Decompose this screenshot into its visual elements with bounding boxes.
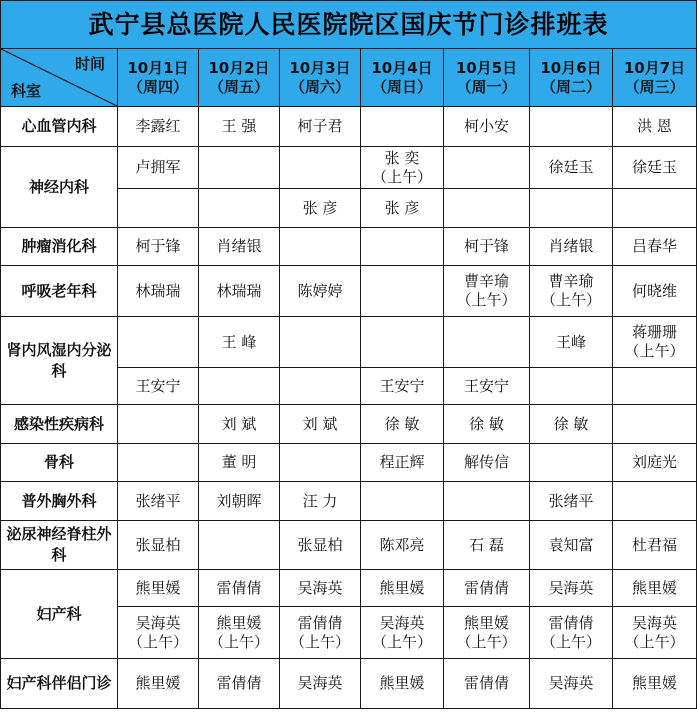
doctor-name: 张显柏: [135, 535, 181, 554]
doctor-name: 张 彦: [384, 198, 420, 217]
doctor-name: 王安宁: [379, 376, 425, 395]
schedule-cell: [613, 405, 697, 444]
corner-time-label: 时间: [74, 55, 105, 73]
doctor-name: 张 奕: [384, 148, 420, 167]
schedule-cell: [444, 444, 530, 482]
schedule-cell: [444, 228, 530, 266]
department-name-line: 神经内科: [28, 177, 89, 196]
doctor-name: 刘朝晖: [216, 491, 262, 510]
doctor-name: 王 强: [221, 117, 257, 135]
schedule-cell: [199, 482, 280, 521]
schedule-cell: [280, 405, 361, 444]
doctor-name: 解传信: [463, 453, 509, 471]
department-name-line: 泌尿神经: [6, 525, 67, 543]
doctor-name: 林瑞瑞: [216, 281, 262, 300]
schedule-cell: [280, 607, 361, 659]
schedule-row: [1, 107, 697, 147]
schedule-cell: [530, 368, 613, 405]
schedule-cell: [530, 570, 613, 607]
schedule-cell: [199, 521, 280, 570]
schedule-cell: [530, 607, 613, 659]
department-name-line: 妇产科: [36, 604, 82, 623]
doctor-name: 雷倩倩: [463, 578, 509, 597]
department-name: [1, 147, 118, 228]
schedule-cell: [280, 482, 361, 521]
shift-note: （上午）: [540, 632, 601, 651]
doctor-name: 雷倩倩: [216, 578, 262, 597]
schedule-cell: [530, 521, 613, 570]
schedule-cell: [280, 570, 361, 607]
schedule-cell: [118, 405, 199, 444]
day-header: [444, 49, 530, 107]
shift-note: （上午）: [624, 342, 685, 360]
corner-header: [1, 49, 118, 107]
schedule-cell: [444, 607, 530, 659]
schedule-cell: [280, 368, 361, 405]
schedule-cell: [199, 317, 280, 368]
day-weekday: （周六）: [289, 77, 350, 96]
shift-note: （上午）: [371, 632, 432, 651]
page-title: 武宁县总医院人民医院院区国庆节门诊排班表: [1, 1, 697, 49]
doctor-name: 吴海英: [297, 674, 343, 692]
department-name-line: 肿瘤消化科: [21, 237, 97, 255]
schedule-cell: [613, 444, 697, 482]
schedule-cell: [613, 107, 697, 147]
doctor-name: 徐廷玉: [632, 158, 678, 176]
schedule-cell: [530, 482, 613, 521]
schedule-cell: [613, 482, 697, 521]
department-name: [1, 482, 118, 521]
corner-dept-label: 科室: [11, 82, 42, 100]
schedule-row: [1, 266, 697, 317]
day-date: 10月3日: [289, 58, 351, 77]
schedule-row: [1, 482, 697, 521]
schedule-cell: [118, 659, 199, 709]
day-date: 10月6日: [540, 58, 602, 77]
doctor-name: 李露红: [135, 117, 181, 135]
schedule-cell: [280, 659, 361, 709]
shift-note: （上午）: [456, 632, 517, 651]
schedule-cell: [199, 405, 280, 444]
doctor-name: 熊里媛: [632, 578, 678, 597]
schedule-cell: [613, 317, 697, 368]
schedule-cell: [361, 444, 444, 482]
department-name: [1, 228, 118, 266]
schedule-cell: [361, 189, 444, 228]
doctor-name: 徐 敏: [469, 414, 504, 433]
day-date: 10月5日: [455, 58, 518, 77]
schedule-row: [1, 659, 697, 709]
schedule-cell: [613, 521, 697, 570]
doctor-name: 曹辛瑜: [463, 272, 509, 290]
schedule-cell: [361, 368, 444, 405]
doctor-name: 熊里媛: [379, 674, 425, 692]
doctor-name: 王安宁: [135, 376, 181, 395]
schedule-cell: [361, 317, 444, 368]
doctor-name: 肖绪银: [216, 237, 262, 255]
schedule-cell: [530, 405, 613, 444]
day-date: 10月4日: [371, 58, 433, 77]
schedule-cell: [199, 444, 280, 482]
schedule-cell: [444, 266, 530, 317]
schedule-cell: [199, 189, 280, 228]
schedule-cell: [118, 147, 199, 189]
department-name-line: 呼吸老年科: [21, 281, 97, 300]
schedule-cell: [444, 570, 530, 607]
schedule-cell: [118, 189, 199, 228]
schedule-cell: [444, 521, 530, 570]
schedule-cell: [280, 317, 361, 368]
doctor-name: 吴海英: [135, 613, 181, 632]
schedule-cell: [118, 266, 199, 317]
doctor-name: 刘庭光: [632, 453, 678, 471]
schedule-cell: [199, 368, 280, 405]
doctor-name: 吕春华: [632, 237, 678, 255]
schedule-cell: [613, 607, 697, 659]
doctor-name: 徐廷玉: [548, 158, 594, 176]
department-name: [1, 659, 118, 709]
doctor-name: 蒋珊珊: [632, 323, 678, 341]
department-name: [1, 405, 118, 444]
schedule-cell: [361, 607, 444, 659]
day-weekday: （周日）: [371, 77, 432, 96]
doctor-name: 张 彦: [302, 198, 338, 217]
doctor-name: 吴海英: [548, 578, 594, 597]
day-weekday: （周一）: [456, 77, 517, 96]
doctor-name: 陈婷婷: [297, 281, 343, 300]
schedule-cell: [118, 228, 199, 266]
department-name-line: 感染性疾病科: [13, 414, 104, 433]
doctor-name: 张显柏: [297, 535, 343, 554]
day-header: [613, 49, 697, 107]
day-weekday: （周二）: [540, 77, 601, 96]
schedule-cell: [444, 317, 530, 368]
schedule-cell: [280, 444, 361, 482]
schedule-row: [1, 317, 697, 368]
schedule-cell: [199, 659, 280, 709]
schedule-cell: [613, 368, 697, 405]
shift-note: （上午）: [127, 632, 188, 651]
schedule-cell: [444, 482, 530, 521]
doctor-name: 柯小安: [463, 117, 509, 135]
doctor-name: 王峰: [555, 332, 586, 351]
schedule-cell: [530, 659, 613, 709]
doctor-name: 王 峰: [221, 332, 257, 351]
schedule-cell: [199, 107, 280, 147]
day-header: [118, 49, 199, 107]
shift-note: （上午）: [289, 632, 350, 651]
schedule-cell: [361, 107, 444, 147]
schedule-cell: [118, 607, 199, 659]
schedule-row: [1, 405, 697, 444]
schedule-cell: [199, 570, 280, 607]
schedule-cell: [280, 266, 361, 317]
doctor-name: 柯子君: [297, 117, 343, 135]
schedule-cell: [361, 147, 444, 189]
doctor-name: 雷倩倩: [463, 674, 509, 692]
doctor-name: 陈邓亮: [379, 535, 425, 554]
schedule-cell: [613, 570, 697, 607]
department-name: [1, 444, 118, 482]
doctor-name: 卢拥军: [135, 158, 181, 176]
schedule-row: [1, 570, 697, 607]
department-name-line: 肾内风湿: [6, 340, 67, 359]
shift-note: （上午）: [540, 291, 601, 309]
doctor-name: 徐 敏: [384, 414, 420, 433]
doctor-name: 雷倩倩: [548, 613, 594, 632]
schedule-cell: [361, 482, 444, 521]
doctor-name: 柯于锋: [463, 237, 509, 255]
day-weekday: （周五）: [208, 77, 269, 96]
schedule-cell: [361, 521, 444, 570]
doctor-name: 雷倩倩: [216, 674, 262, 692]
schedule-cell: [118, 482, 199, 521]
schedule-cell: [530, 189, 613, 228]
schedule-cell: [613, 659, 697, 709]
shift-note: （上午）: [624, 632, 685, 651]
day-date: 10月7日: [623, 58, 686, 77]
department-name-line: 脊柱外科: [51, 525, 112, 564]
schedule-cell: [530, 147, 613, 189]
schedule-row: [1, 444, 697, 482]
doctor-name: 汪 力: [302, 491, 338, 510]
schedule-cell: [280, 189, 361, 228]
doctor-name: 吴海英: [632, 613, 678, 632]
schedule-cell: [444, 659, 530, 709]
doctor-name: 董 明: [221, 453, 257, 471]
schedule-cell: [613, 266, 697, 317]
doctor-name: 林瑞瑞: [135, 281, 181, 300]
schedule-row: [1, 521, 697, 570]
schedule-cell: [280, 521, 361, 570]
schedule-cell: [361, 570, 444, 607]
schedule-cell: [361, 405, 444, 444]
schedule-cell: [199, 607, 280, 659]
schedule-cell: [280, 107, 361, 147]
doctor-name: 张绪平: [548, 491, 594, 510]
schedule-cell: [444, 107, 530, 147]
doctor-name: 吴海英: [548, 674, 594, 692]
doctor-name: 熊里媛: [379, 578, 425, 597]
doctor-name: 何晓维: [632, 281, 678, 300]
schedule-cell: [199, 228, 280, 266]
day-weekday: （周三）: [624, 77, 685, 96]
schedule-cell: [118, 107, 199, 147]
schedule-cell: [118, 444, 199, 482]
schedule-cell: [199, 147, 280, 189]
department-name-line: 心血管内科: [21, 117, 97, 135]
schedule-cell: [530, 266, 613, 317]
doctor-name: 张绪平: [135, 491, 181, 510]
day-header: [199, 49, 280, 107]
doctor-name: 吴海英: [379, 613, 425, 632]
doctor-name: 袁知富: [548, 535, 594, 554]
day-date: 10月2日: [208, 58, 270, 77]
department-name: [1, 107, 118, 147]
doctor-name: 石 磊: [469, 535, 504, 554]
doctor-name: 王安宁: [463, 376, 509, 395]
day-weekday: （周四）: [127, 77, 188, 96]
day-header: [361, 49, 444, 107]
schedule-cell: [444, 189, 530, 228]
schedule-cell: [361, 228, 444, 266]
schedule-cell: [530, 317, 613, 368]
schedule-cell: [118, 521, 199, 570]
schedule-cell: [118, 368, 199, 405]
department-name-line: 普外胸外科: [21, 491, 97, 510]
doctor-name: 吴海英: [297, 578, 343, 597]
shift-note: （上午）: [456, 291, 517, 309]
schedule-cell: [199, 266, 280, 317]
doctor-name: 洪 恩: [637, 117, 672, 135]
schedule-cell: [444, 405, 530, 444]
doctor-name: 刘 斌: [221, 414, 257, 433]
schedule-cell: [530, 444, 613, 482]
doctor-name: 程正辉: [379, 453, 425, 471]
doctor-name: 雷倩倩: [297, 613, 343, 632]
department-name: [1, 317, 118, 405]
doctor-name: 曹辛瑜: [548, 272, 594, 290]
schedule-row: [1, 228, 697, 266]
schedule-cell: [118, 570, 199, 607]
schedule-cell: [613, 189, 697, 228]
schedule-cell: [280, 228, 361, 266]
schedule-cell: [444, 368, 530, 405]
department-name-line: 妇产科: [6, 674, 52, 692]
department-name: [1, 521, 118, 570]
day-date: 10月1日: [127, 58, 189, 77]
shift-note: （上午）: [371, 167, 432, 186]
schedule-cell: [361, 659, 444, 709]
day-header: [530, 49, 613, 107]
schedule-cell: [530, 107, 613, 147]
doctor-name: 柯于锋: [135, 237, 181, 255]
doctor-name: 徐 敏: [553, 414, 589, 433]
department-name-line: 伴侣门诊: [51, 674, 112, 692]
department-name-line: 骨科: [43, 453, 74, 471]
department-name: [1, 570, 118, 659]
department-name-line: 内分泌科: [51, 340, 112, 380]
doctor-name: 刘 斌: [302, 414, 338, 433]
schedule-cell: [613, 147, 697, 189]
schedule-cell: [613, 228, 697, 266]
doctor-name: 熊里媛: [216, 613, 262, 632]
schedule-cell: [361, 266, 444, 317]
schedule-cell: [118, 317, 199, 368]
doctor-name: 杜君福: [632, 535, 678, 554]
doctor-name: 熊里媛: [135, 578, 181, 597]
doctor-name: 熊里媛: [632, 674, 678, 692]
schedule-cell: [280, 147, 361, 189]
schedule-cell: [444, 147, 530, 189]
doctor-name: 肖绪银: [548, 237, 594, 255]
day-header: [280, 49, 361, 107]
shift-note: （上午）: [208, 632, 269, 651]
doctor-name: 熊里媛: [135, 674, 181, 692]
schedule-cell: [530, 228, 613, 266]
doctor-name: 熊里媛: [463, 613, 509, 632]
department-name: [1, 266, 118, 317]
schedule-row: [1, 147, 697, 189]
